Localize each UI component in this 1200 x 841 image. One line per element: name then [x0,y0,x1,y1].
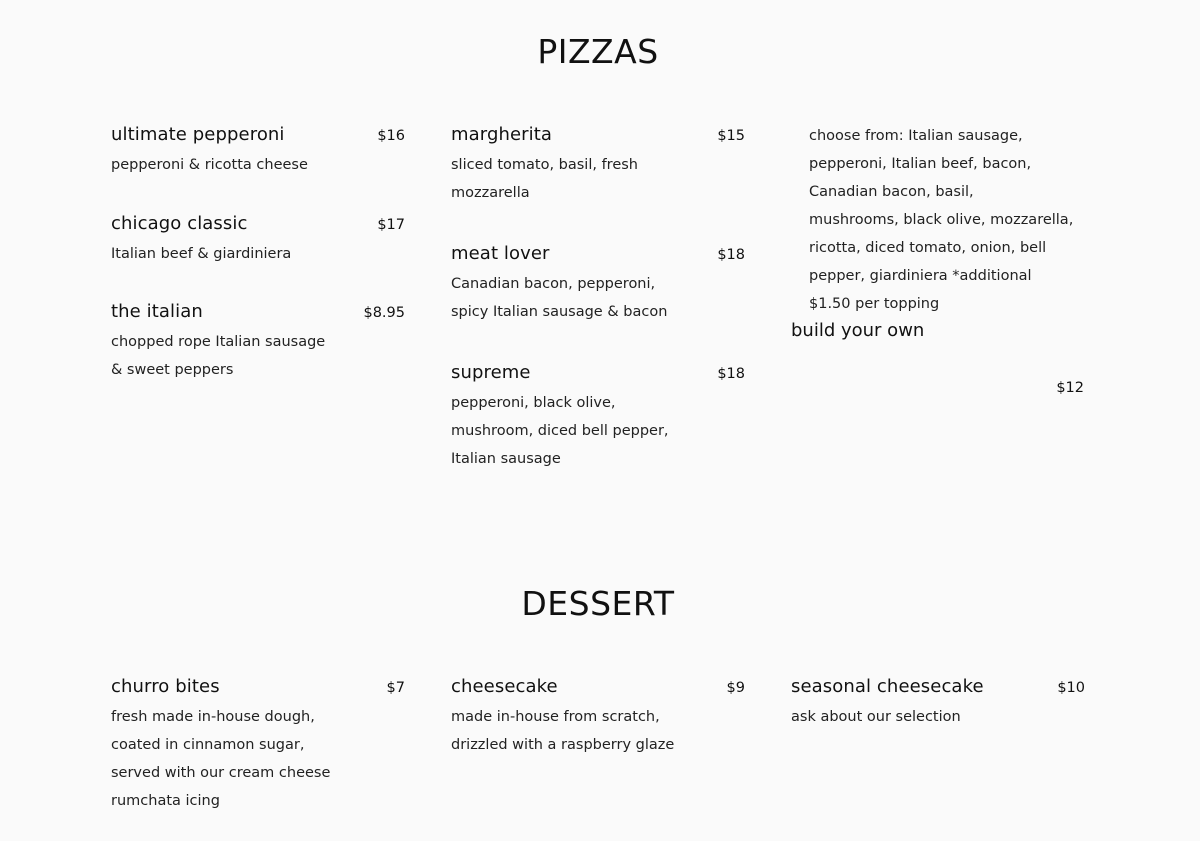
item-price: $10 [1057,680,1085,696]
desc-line: sliced tomato, basil, fresh [451,157,638,173]
desc-line: mushroom, diced bell pepper, [451,423,669,439]
desc-line: Italian sausage [451,451,561,467]
desc-line: pepperoni & ricotta cheese [111,157,308,173]
desc-line: served with our cream cheese [111,765,331,781]
menu-item [111,211,405,268]
item-name: the italian [111,301,203,322]
build-your-own-description [809,122,1099,318]
item-price: $15 [717,128,745,144]
menu-item [111,299,405,384]
desc-line: Canadian bacon, basil, [809,184,974,200]
menu-item [451,122,745,207]
item-description [111,703,351,815]
desc-line: chopped rope Italian sausage [111,334,326,350]
menu-item [111,122,405,179]
menu-item [451,360,745,473]
dessert-column-3 [791,674,1085,731]
item-price: $7 [386,680,405,696]
build-your-own-name: build your own [791,320,925,341]
build-your-own-price: $12 [1056,380,1084,396]
desc-line: $1.50 per topping [809,296,940,312]
item-description [111,151,351,179]
item-name: meat lover [451,243,550,264]
desc-line: made in-house from scratch, [451,709,660,725]
item-description [451,703,691,759]
item-price: $18 [717,247,745,263]
item-name: ultimate pepperoni [111,124,285,145]
item-price: $18 [717,366,745,382]
menu-item [791,674,1085,731]
desc-line: rumchata icing [111,793,220,809]
pizzas-section-title: PIZZAS [537,32,659,71]
desc-line: pepperoni, Italian beef, bacon, [809,156,1032,172]
item-description [451,389,691,473]
item-name: margherita [451,124,553,145]
item-name: supreme [451,362,531,383]
desc-line: Italian beef & giardiniera [111,246,292,262]
dessert-section-title: DESSERT [521,584,675,623]
item-description [111,240,351,268]
desc-line: coated in cinnamon sugar, [111,737,305,753]
pizza-column-2 [451,122,745,477]
item-name: seasonal cheesecake [791,676,984,697]
desc-line: fresh made in-house dough, [111,709,315,725]
desc-line: ricotta, diced tomato, onion, bell [809,240,1047,256]
desc-line: choose from: Italian sausage, [809,128,1023,144]
item-name: cheesecake [451,676,558,697]
desc-line: pepper, giardiniera *additional [809,268,1032,284]
desc-line: drizzled with a raspberry glaze [451,737,675,753]
item-description [111,328,351,384]
dessert-column-1 [111,674,405,815]
desc-line: Canadian bacon, pepperoni, [451,276,656,292]
item-name: churro bites [111,676,220,697]
item-price: $8.95 [363,305,405,321]
desc-line: & sweet peppers [111,362,234,378]
item-description [451,270,691,326]
item-price: $9 [726,680,745,696]
item-name: chicago classic [111,213,248,234]
desc-line: ask about our selection [791,709,961,725]
item-price: $17 [377,217,405,233]
desc-line: spicy Italian sausage & bacon [451,304,668,320]
item-description [791,703,1031,731]
item-description [451,151,691,207]
item-price: $16 [377,128,405,144]
menu-item [111,674,405,815]
menu-item [451,674,745,759]
dessert-column-2 [451,674,745,759]
desc-line: mozzarella [451,185,530,201]
menu-item [451,241,745,326]
desc-line: mushrooms, black olive, mozzarella, [809,212,1074,228]
pizza-column-1 [111,122,405,388]
desc-line: pepperoni, black olive, [451,395,616,411]
